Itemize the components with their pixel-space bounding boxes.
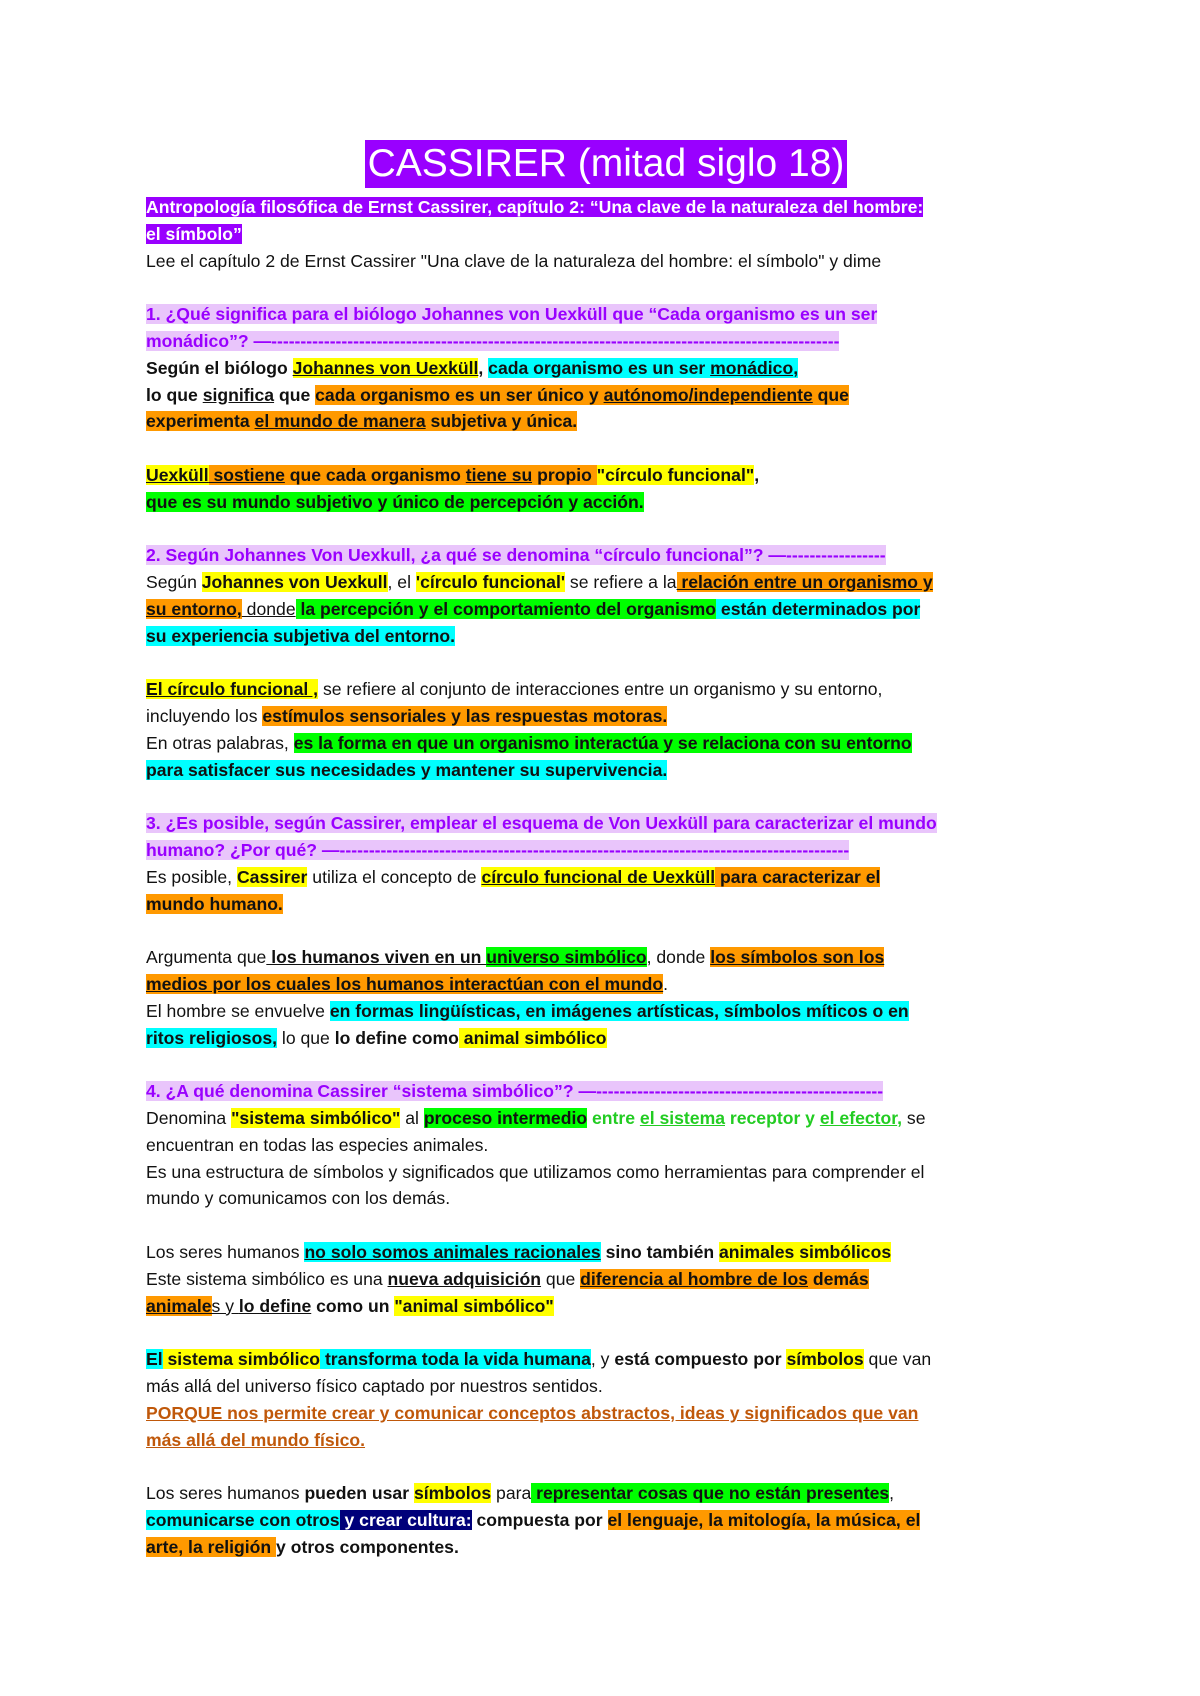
highlight-run: que cada organismo [284, 464, 466, 485]
text-run: más allá del mundo físico. [146, 1429, 366, 1450]
text-run: s y [211, 1295, 239, 1316]
answer-1-line-3 [146, 408, 1066, 435]
text-run: sino también [600, 1242, 720, 1263]
highlight-run: símbolos [413, 1483, 492, 1504]
question-2-text: 2. Según Johannes Von Uexkull, ¿a qué se denomina “círculo funcional”? —----------------- [146, 545, 886, 566]
answer-2-line-2 [146, 596, 1066, 623]
text-run: , [889, 1483, 895, 1504]
text-run: compuesta por [471, 1510, 608, 1531]
highlight-run: relación entre un organismo y [676, 572, 933, 593]
highlight-run: símbolos [786, 1349, 864, 1370]
answer-2-line-4 [146, 676, 1066, 703]
highlight-run: El círculo funcional , [146, 679, 319, 700]
highlight-run: el lenguaje, la mitología, la música, el [607, 1510, 921, 1531]
highlight-run: animales simbólicos [719, 1242, 892, 1263]
text-run: y otros componentes. [276, 1536, 459, 1557]
highlight-run: Cassirer [236, 866, 308, 887]
highlight-run: ritos religiosos, [146, 1027, 278, 1048]
text-run: , el [387, 572, 416, 593]
highlight-run: representar cosas que no están presentes [531, 1483, 890, 1504]
answer-2-line-6 [146, 730, 1066, 757]
text-run: significa [202, 384, 275, 405]
text-run: que [274, 384, 316, 405]
question-4-text: 4. ¿A qué denomina Cassirer “sistema simbólico”? —------------------------------------------------- [146, 1081, 884, 1102]
text-run: Denomina [146, 1108, 232, 1129]
text-run: PORQUE nos permite crear y comunicar conceptos abstractos, ideas y significados que van [146, 1402, 919, 1423]
question-3-text: humano? ¿Por qué? —--------------------------------------------------------------------------------------- [146, 840, 850, 861]
highlight-run: que es su mundo subjetivo y único de percepción y acción. [146, 491, 644, 512]
text-run: monádico, [710, 357, 799, 378]
question-1-text: monádico”? —------------------------------------------------------------------------------------------------- [146, 330, 840, 351]
highlight-run: Johannes von Uexküll [292, 357, 479, 378]
answer-4-line-10 [146, 1400, 1066, 1427]
highlight-run: Johannes von Uexkull [201, 572, 388, 593]
highlight-run [488, 358, 798, 378]
answer-4-line-13 [146, 1507, 1066, 1534]
text-run: al [400, 1108, 424, 1129]
text-run: Es posible, [146, 866, 237, 887]
question-2-line-1 [146, 542, 1066, 569]
answer-1-line-5 [146, 489, 1066, 516]
document-title: CASSIRER (mitad siglo 18) [365, 140, 848, 188]
text-run: entre [587, 1108, 640, 1129]
answer-4-line-3: Es una estructura de símbolos y significados que utilizamos como herramientas para comprender el [146, 1161, 925, 1182]
subtitle-line-2 [146, 221, 1066, 248]
highlight-run: mundo humano. [146, 893, 283, 914]
highlight-run: su experiencia subjetiva del entorno. [146, 625, 455, 646]
text-run: incluyendo los [146, 706, 263, 727]
question-3-line-2 [146, 837, 1066, 864]
text-run: utiliza el concepto de [307, 866, 482, 887]
highlight-run: para caracterizar el [715, 866, 881, 887]
text-run: los humanos viven en un [266, 947, 487, 968]
text-run: nueva adquisición [387, 1268, 542, 1289]
highlight-run: animal simbólico [458, 1027, 607, 1048]
answer-4-line-7 [146, 1293, 1066, 1320]
highlight-run: animale [146, 1295, 212, 1316]
question-1-line-1 [146, 301, 1066, 328]
text-run: El hombre se envuelve [146, 1000, 330, 1021]
text-run: Argumenta que [146, 947, 267, 968]
highlight-run: "animal simbólico" [394, 1295, 554, 1316]
highlight-run: Uexküll [146, 464, 209, 485]
highlight-run: "sistema simbólico" [231, 1108, 401, 1129]
answer-4-line-12 [146, 1480, 1066, 1507]
subtitle-text: el símbolo” [146, 223, 242, 244]
answer-1-line-2 [146, 382, 1066, 409]
subtitle-line-1 [146, 194, 1066, 221]
highlight-run: subjetiva y única. [425, 411, 578, 432]
answer-3-line-3 [146, 944, 1066, 971]
highlight-run: sistema simbólico [162, 1349, 321, 1370]
answer-2-line-5 [146, 703, 1066, 730]
text-run: se refiere a la [565, 572, 677, 593]
intro-line: Lee el capítulo 2 de Ernst Cassirer "Una clave de la naturaleza del hombre: el símbolo" y dime [146, 250, 882, 271]
text-run: Los seres humanos [146, 1242, 305, 1263]
text-run: En otras palabras, [146, 732, 294, 753]
answer-3-line-4 [146, 971, 1066, 998]
answer-4-line-14 [146, 1534, 1066, 1561]
highlight-run: para satisfacer sus necesidades y mantener su supervivencia. [146, 759, 668, 780]
subtitle-text: Antropología filosófica de Ernst Cassirer, capítulo 2: “Una clave de la naturaleza del hombre: [146, 197, 924, 217]
text-run: pueden usar [304, 1483, 414, 1504]
highlight-run: es la forma en que un organismo interactúa y se relaciona con su entorno [293, 732, 912, 753]
question-3-line-1 [146, 810, 1066, 837]
answer-4-line-11 [146, 1427, 1066, 1454]
text-run: se refiere al conjunto de interacciones entre un organismo y su entorno, [318, 679, 883, 700]
answer-4-line-4: mundo y comunicamos con los demás. [146, 1188, 451, 1209]
highlight-run: no solo somos animales racionales [304, 1242, 601, 1263]
highlight-run: experimenta [146, 411, 255, 432]
answer-4-line-1 [146, 1105, 1066, 1132]
text-run: como un [311, 1295, 395, 1316]
text-run: lo que [146, 384, 203, 405]
highlight-run: círculo funcional de Uexküll [481, 866, 716, 887]
text-run: . [663, 974, 669, 995]
title-block [146, 140, 1066, 188]
text-run: donde [241, 598, 296, 619]
highlight-run: 'círculo funcional' [415, 572, 566, 593]
text-run: que [541, 1268, 581, 1289]
highlight-run: y crear cultura: [339, 1510, 472, 1531]
text-run: Este sistema simbólico es una [146, 1268, 388, 1289]
text-run: que van [863, 1349, 932, 1370]
text-run: el sistema [639, 1108, 725, 1129]
question-1-line-2 [146, 328, 1066, 355]
text-run: se [902, 1108, 926, 1129]
highlight-run: estímulos sensoriales y las respuestas motoras. [262, 706, 668, 727]
highlight-run: diferencia al hombre de los [580, 1268, 808, 1289]
answer-1-line-1 [146, 355, 1066, 382]
highlight-run: el mundo de manera [254, 411, 426, 432]
answer-4-line-2: encuentran en todas las especies animales. [146, 1134, 489, 1155]
text-run: , [897, 1108, 903, 1129]
highlight-run: "círculo funcional" [596, 464, 755, 485]
highlight-run: cada organismo es un ser único y [315, 384, 604, 405]
text-run: , [478, 357, 489, 378]
highlight-run: transforma toda la vida humana [320, 1349, 591, 1370]
answer-4-line-8 [146, 1346, 1066, 1373]
highlight-run: El [146, 1349, 163, 1370]
question-3-text: 3. ¿Es posible, según Cassirer, emplear el esquema de Von Uexküll para caracterizar el mundo [146, 813, 937, 834]
answer-4-line-5 [146, 1239, 1066, 1266]
text-run: está compuesto por [614, 1349, 787, 1370]
highlight-run: universo simbólico [486, 947, 647, 968]
highlight-run: arte, la religión [146, 1536, 277, 1557]
text-run: Según [146, 572, 202, 593]
answer-4-line-6 [146, 1266, 1066, 1293]
highlight-run: la percepción y el comportamiento del organismo [295, 598, 717, 619]
text-run: , donde [646, 947, 711, 968]
text-run: cada organismo es un ser [488, 357, 711, 378]
text-run: para [491, 1483, 532, 1504]
document-body [146, 140, 1066, 1561]
answer-1-line-4 [146, 462, 1066, 489]
highlight-run: medios por los cuales los humanos interactúan con el mundo [146, 974, 664, 995]
highlight-run: en formas lingüísticas, en imágenes artísticas, símbolos míticos o en [329, 1000, 909, 1021]
text-run: Según el biólogo [146, 357, 293, 378]
highlight-run: su entorno, [146, 598, 242, 619]
question-1-text: 1. ¿Qué significa para el biólogo Johannes von Uexküll que “Cada organismo es un ser [146, 304, 878, 325]
text-run: lo define como [334, 1027, 459, 1048]
answer-3-line-6 [146, 1025, 1066, 1052]
answer-3-line-5 [146, 998, 1066, 1025]
highlight-run: proceso intermedio [423, 1108, 588, 1129]
answer-2-line-7 [146, 757, 1066, 784]
text-run: Los seres humanos [146, 1483, 305, 1504]
text-run: el efector [819, 1108, 898, 1129]
highlight-run: sostiene [208, 464, 285, 485]
highlight-run: están determinados por [716, 598, 921, 619]
answer-3-line-2 [146, 891, 1066, 918]
highlight-run: comunicarse con otros [146, 1510, 340, 1531]
text-run: , [754, 464, 760, 485]
highlight-run: propio [532, 464, 597, 485]
text-run: , y [590, 1349, 615, 1370]
answer-2-line-3 [146, 623, 1066, 650]
answer-3-line-1 [146, 864, 1066, 891]
answer-2-line-1 [146, 569, 1066, 596]
question-4-line-1 [146, 1078, 1066, 1105]
highlight-run: autónomo/independiente [603, 384, 813, 405]
highlight-run: demás [807, 1268, 869, 1289]
text-run: lo define [238, 1295, 312, 1316]
highlight-run: tiene su [465, 464, 533, 485]
highlight-run: que [812, 384, 849, 405]
text-run: lo que [277, 1027, 335, 1048]
highlight-run: los símbolos son los [710, 947, 885, 968]
text-run: receptor y [725, 1108, 820, 1129]
answer-4-line-9: más allá del universo físico captado por nuestros sentidos. [146, 1376, 603, 1397]
